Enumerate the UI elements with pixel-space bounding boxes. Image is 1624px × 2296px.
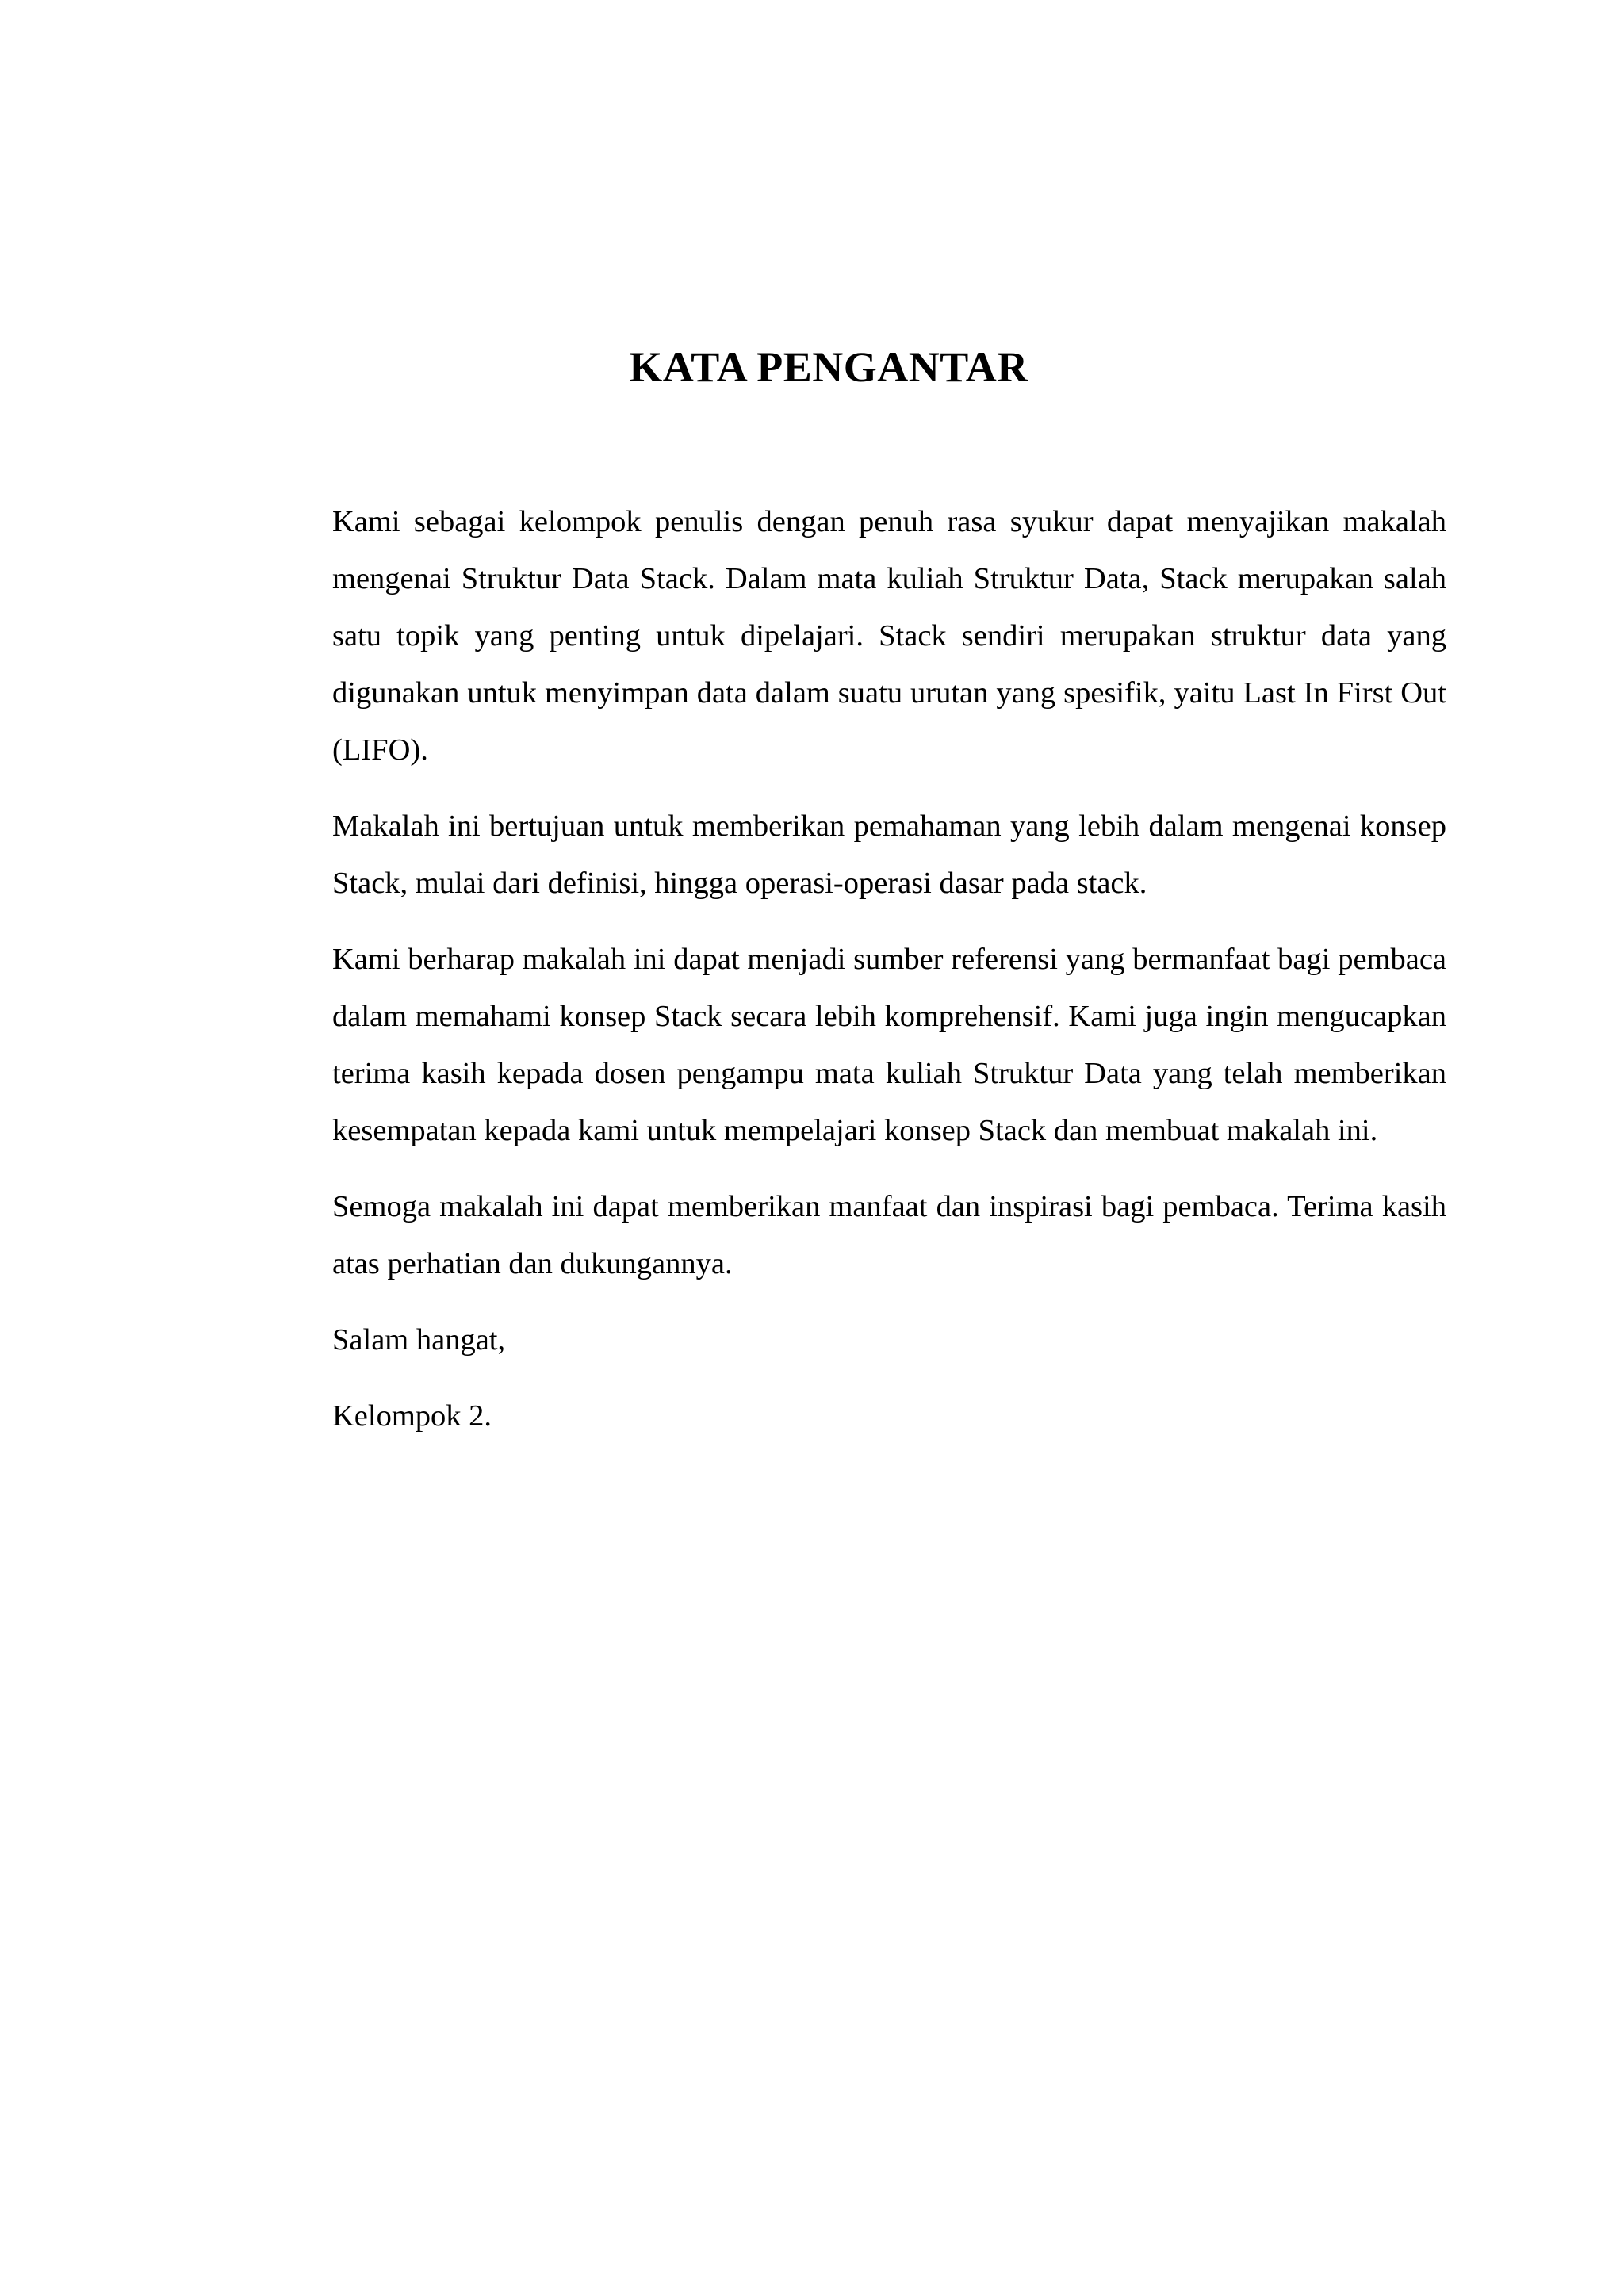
signature: Kelompok 2. bbox=[332, 1399, 492, 1433]
paragraph-thanks: Semoga makalah ini dapat memberikan manfaat dan inspirasi bagi pembaca. Terima kasih atas perhatian dan dukungannya. bbox=[332, 1190, 1446, 1280]
page-title: KATA PENGANTAR bbox=[629, 343, 1028, 391]
paragraph-purpose: Makalah ini bertujuan untuk memberikan pemahaman yang lebih dalam mengenai konsep Stack, mulai dari definisi, hingga operasi-operasi dasar pada stack. bbox=[332, 809, 1446, 900]
closing-greeting: Salam hangat, bbox=[332, 1323, 506, 1357]
paragraph-hope: Kami berharap makalah ini dapat menjadi sumber referensi yang bermanfaat bagi pembaca dalam memahami konsep Stack secara lebih komprehensif. Kami juga ingin mengucapkan terima kasih kepada dosen pengampu mata kuliah Struktur Data yang telah memberikan kesempatan kepada kami untuk mempelajari konsep Stack dan membuat makalah ini. bbox=[332, 943, 1446, 1147]
paragraph-intro: Kami sebagai kelompok penulis dengan penuh rasa syukur dapat menyajikan makalah mengenai Struktur Data Stack. Dalam mata kuliah Struktur Data, Stack merupakan salah satu topik yang penting untuk dipelajari. Stack sendiri merupakan struktur data yang digunakan untuk menyimpan data dalam suatu urutan yang spesifik, yaitu Last In First Out (LIFO). bbox=[332, 505, 1446, 767]
document-body bbox=[332, 493, 1446, 1464]
